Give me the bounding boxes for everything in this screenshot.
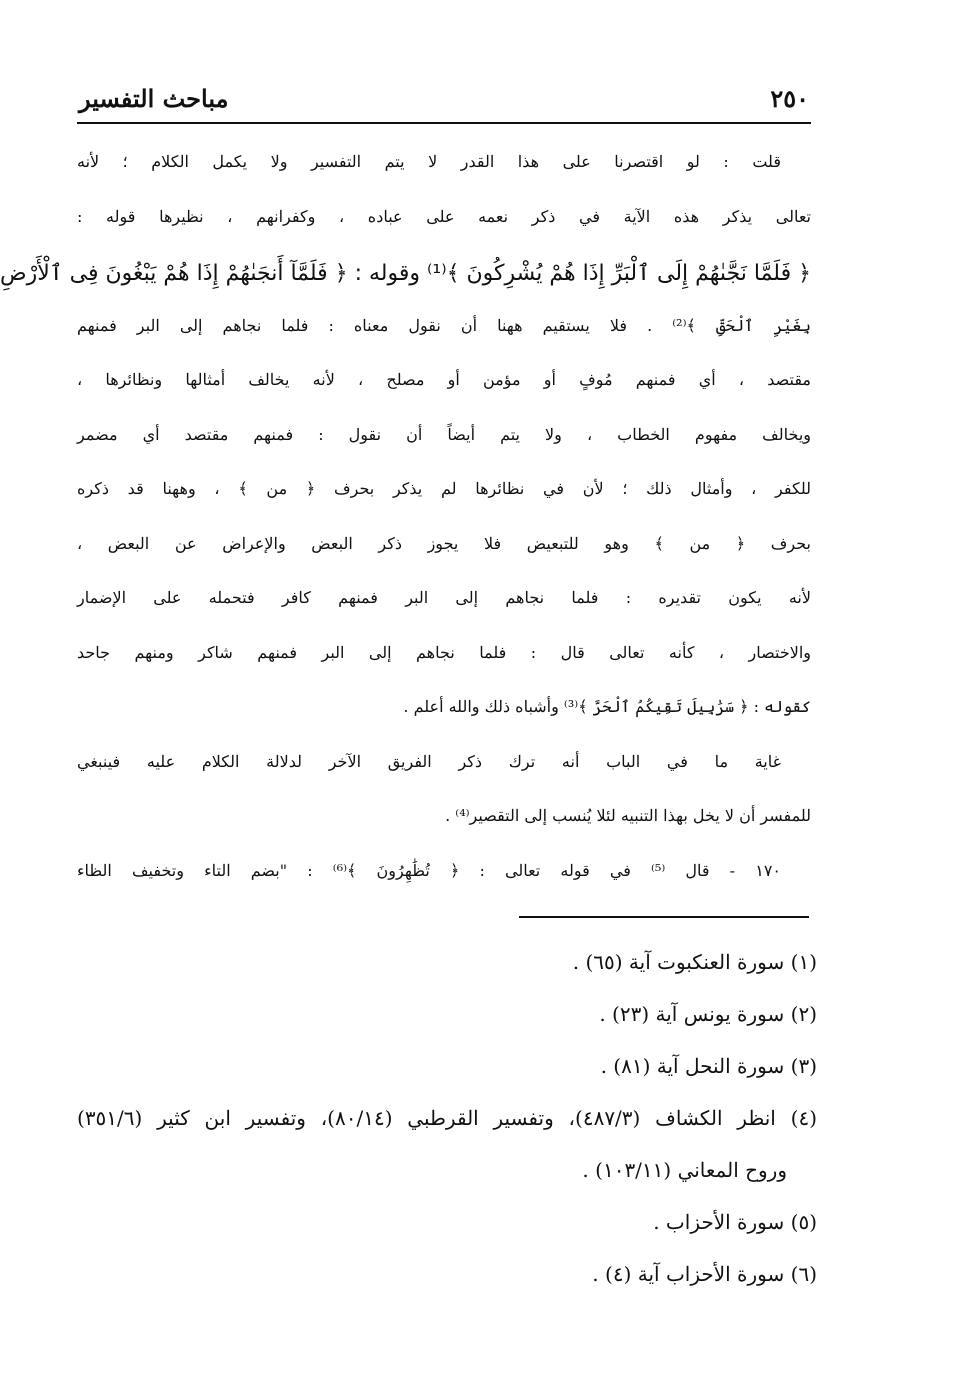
running-title: مباحث التفسير [79, 84, 229, 113]
body-line: قلت : لو اقتصرنا على هذا القدر لا يتم التفسير ولا يكمل الكلام ؛ لأنه [77, 152, 781, 171]
body-line: تعالى يذكر هذه الآية في ذكر نعمه على عباده ، وكفرانهم ، نظيرها قوله : [77, 206, 811, 226]
page-number: ٢٥٠ [770, 84, 809, 113]
page-header [79, 84, 809, 124]
body-line: والاختصار ، كأنه تعالى قال : فلما نجاهم إلى البر فمنهم شاكر ومنهم جاحد [77, 642, 812, 662]
body-line-quran: ﴿ فَلَمَّا نَجَّىٰهُمْ إِلَى ٱلْبَرِّ إِذَا هُمْ يُشْرِكُونَ ﴾⁽¹⁾ وقوله : ﴿ فَلَمَّآ أَنجَىٰهُمْ إِذَا هُمْ يَبْغُونَ فِى ٱلْأَرْضِ [0, 261, 811, 286]
body-line: بحرف ﴿ من ﴾ وهو للتبعيض فلا يجوز ذكر البعض والإعراض عن البعض ، [77, 533, 811, 553]
header-rule [77, 122, 811, 124]
body-line: ويخالف مفهوم الخطاب ، ولا يتم أيضاً أن نقول : فمنهم مقتصد أي مضمر [77, 424, 811, 444]
footnote-2: (٢) سورة يونس آية (٢٣) . [599, 1002, 817, 1026]
body-line: ١٧٠ - قال ⁽⁵⁾ في قوله تعالى : ﴿ تُظَٰهِرُونَ ﴾⁽⁶⁾ : "بضم التاء وتخفيف الظاء [77, 860, 782, 880]
body-line: غاية ما في الباب أنه ترك ذكر الفريق الآخر لدلالة الكلام عليه فينبغي [77, 751, 781, 771]
footnote-6: (٦) سورة الأحزاب آية (٤) . [592, 1262, 817, 1286]
body-line: كقوله : ﴿ سَرَٰبِيلَ تَقِيكُمُ ٱلْحَرَّ ﴾⁽³⁾ وأشباه ذلك والله أعلم . [403, 697, 811, 716]
footnote-4-continued: وروح المعاني (١٠٣/١١) . [582, 1158, 787, 1182]
body-text [0, 152, 812, 915]
body-line: مقتصد ، أي فمنهم مُوفٍ أو مؤمن أو مصلح ، لأنه يخالف أمثالها ونظائرها ، [77, 370, 811, 389]
footnote-rule [519, 916, 809, 918]
body-line: بِغَيْرِ ٱلْحَقِّ ﴾⁽²⁾ . فلا يستقيم ههنا أن نقول معناه : فلما نجاهم إلى البر فمنهم [77, 315, 811, 335]
footnotes [77, 936, 817, 1300]
footnote-3: (٣) سورة النحل آية (٨١) . [600, 1054, 817, 1078]
footnote-1: (١) سورة العنكبوت آية (٦٥) . [572, 950, 817, 974]
body-line: للكفر ، وأمثال ذلك ؛ لأن في نظائرها لم يذكر بحرف ﴿ من ﴾ ، وههنا قد ذكره [77, 479, 811, 498]
body-line: للمفسر أن لا يخل بهذا التنبيه لئلا يُنسب إلى التقصير⁽⁴⁾ . [445, 806, 811, 825]
footnote-4: (٤) انظر الكشاف (٤٨٧/٣)، وتفسير القرطبي (٨٠/١٤)، وتفسير ابن كثير (٣٥١/٦) [77, 1106, 818, 1130]
body-line: لأنه يكون تقديره : فلما نجاهم إلى البر فمنهم كافر فتحمله على الإضمار [77, 588, 811, 607]
footnote-5: (٥) سورة الأحزاب . [653, 1210, 817, 1234]
